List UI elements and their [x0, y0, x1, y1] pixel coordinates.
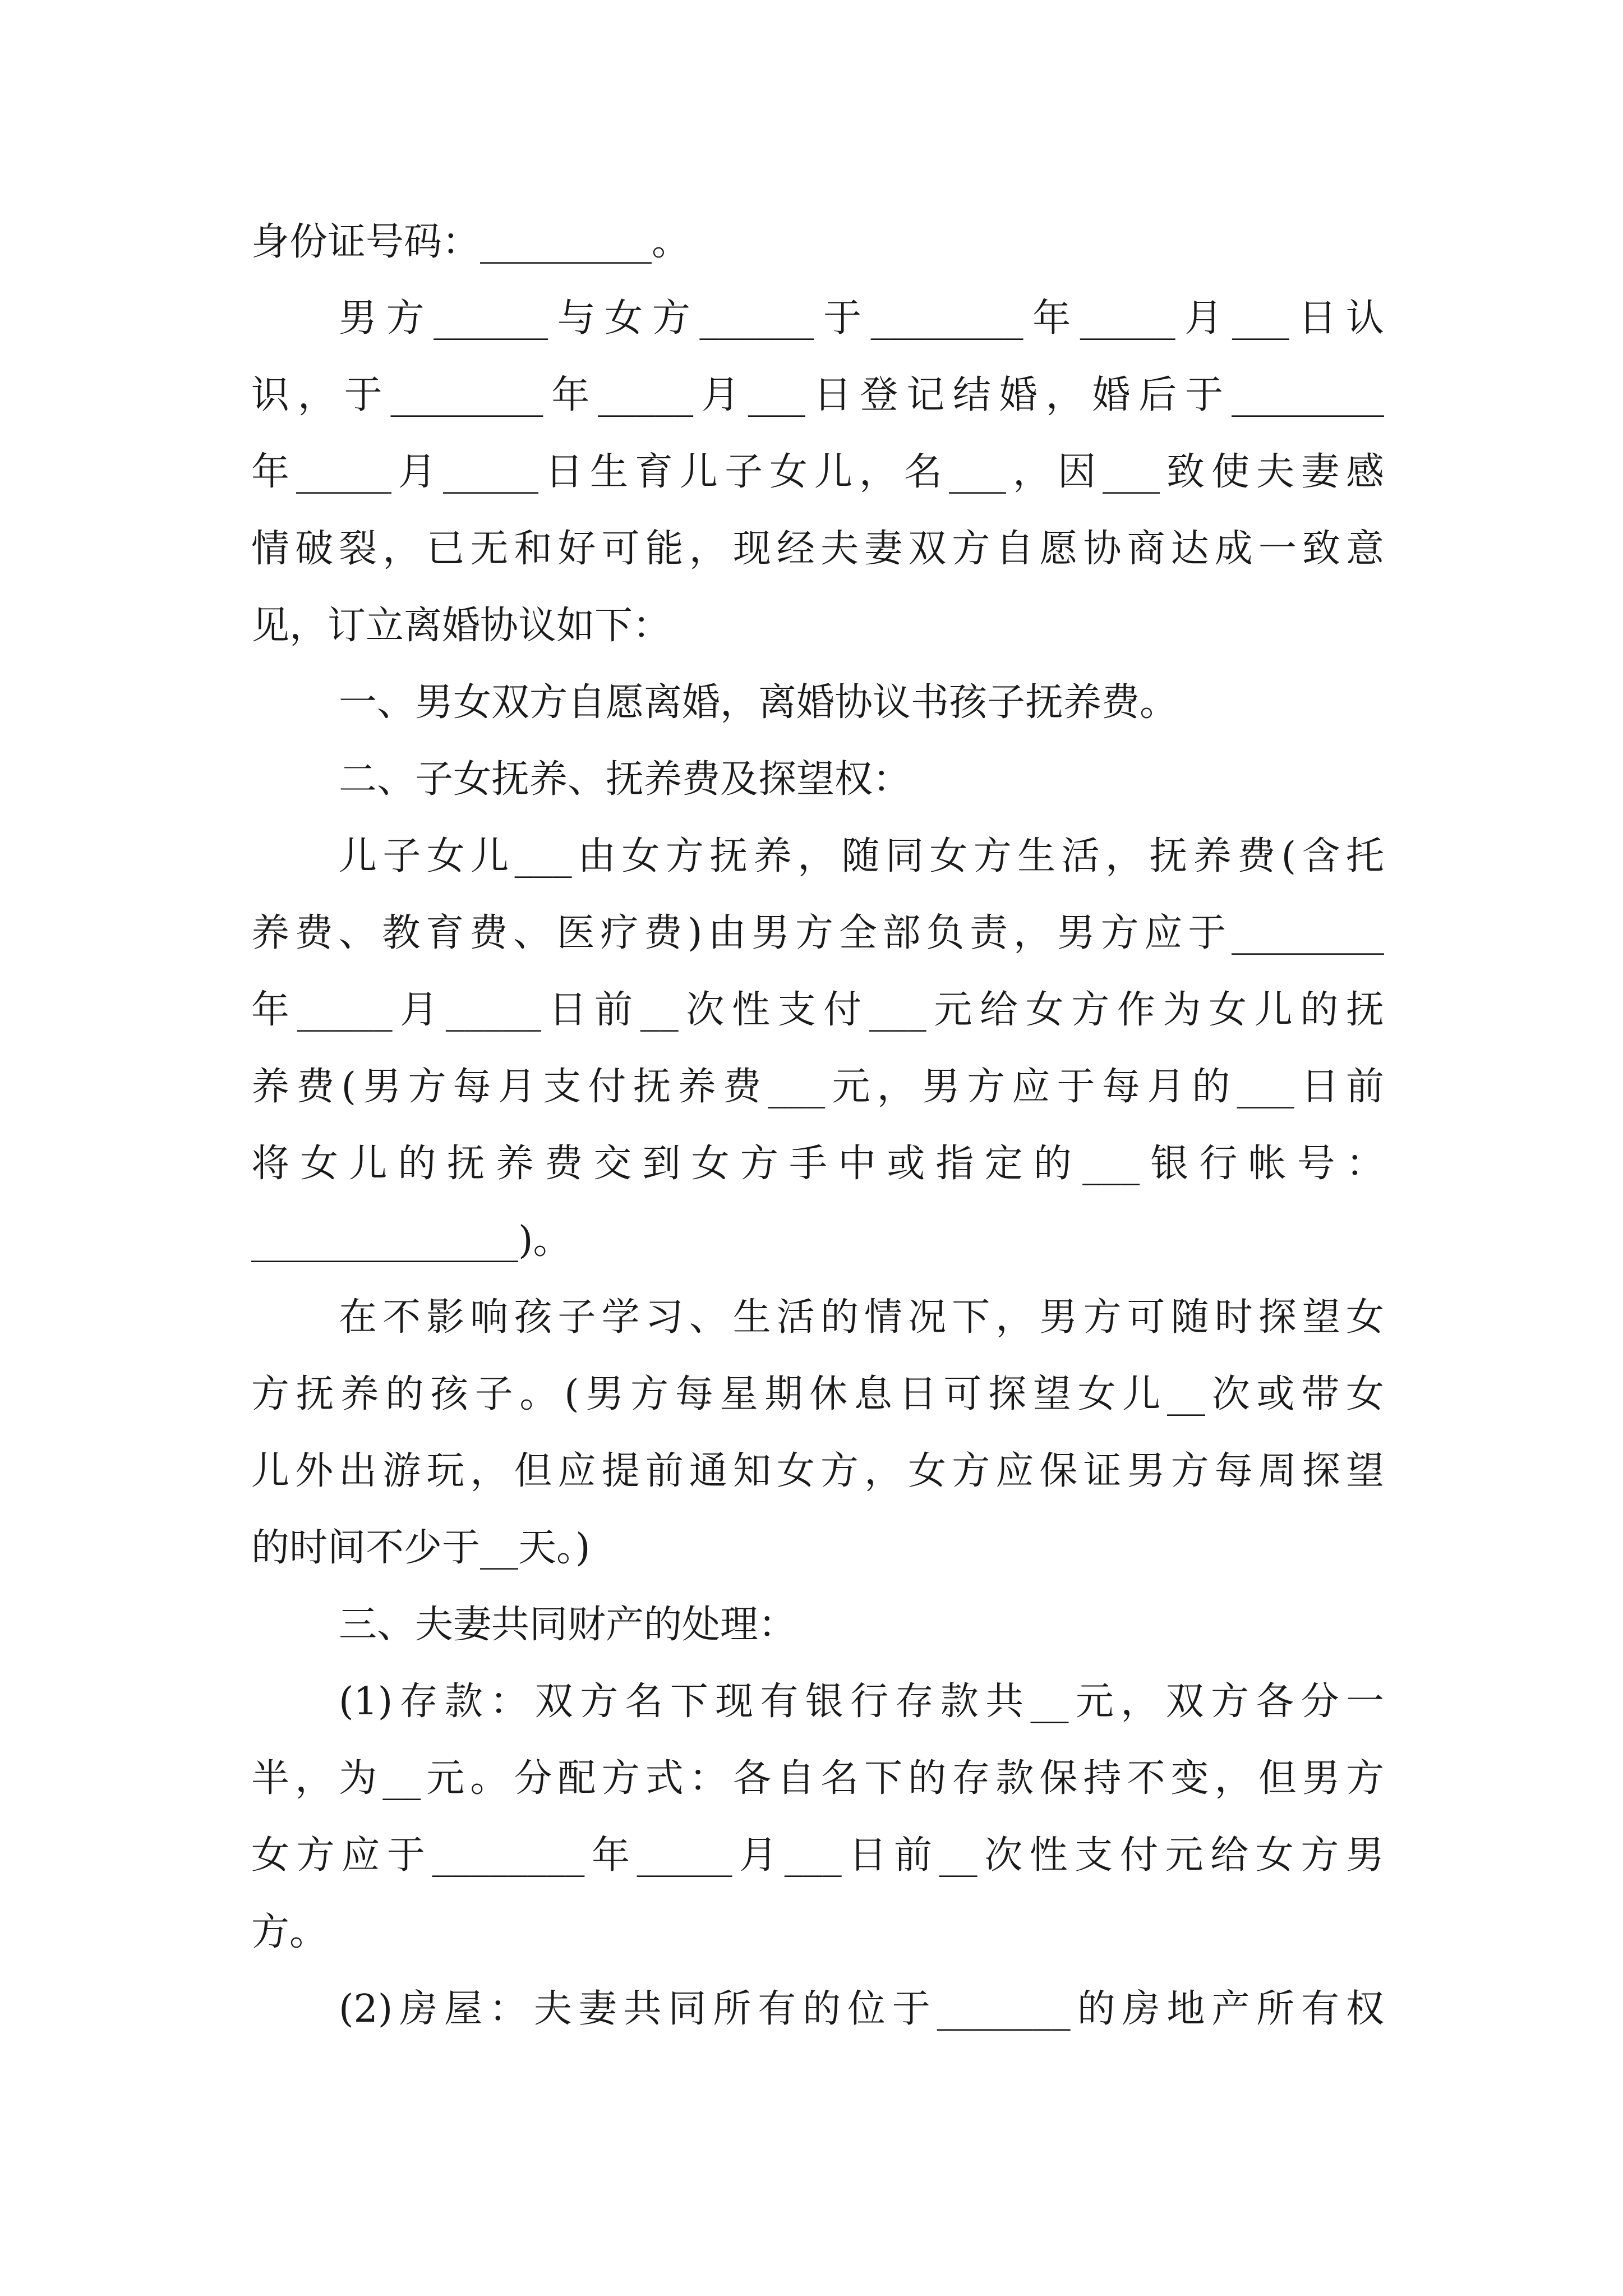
paragraph-line: 年_____月_____日前__次性支付___元给女方作为女儿的抚	[251, 988, 1384, 1032]
paragraph-line: 方抚养的孩子。(男方每星期休息日可探望女儿__次或带女	[251, 1372, 1384, 1416]
paragraph-line: 方。	[251, 1910, 328, 1954]
paragraph-line: 儿子女儿___由女方抚养，随同女方生活，抚养费(含托	[339, 834, 1384, 878]
paragraph-line: 女方应于________年_____月___日前__次性支付元给女方男	[251, 1833, 1384, 1878]
paragraph-line: 在不影响孩子学习、生活的情况下，男方可随时探望女	[339, 1295, 1384, 1340]
clause-one-heading: 一、男女双方自愿离婚，离婚协议书孩子抚养费。	[339, 680, 1178, 725]
id-number-line: 身份证号码：_________。	[251, 220, 690, 264]
clause-three-heading: 三、夫妻共同财产的处理：	[339, 1603, 797, 1647]
paragraph-line: (1)存款：双方名下现有银行存款共__元，双方各分一	[339, 1680, 1384, 1724]
paragraph-line: 年_____月_____日生育儿子女儿，名___，因___致使夫妻感	[251, 450, 1384, 494]
paragraph-line: ______________)。	[251, 1218, 571, 1263]
paragraph-line: 识，于________年_____月___日登记结婚，婚后于________	[251, 373, 1384, 417]
clause-two-heading: 二、子女抚养、抚养费及探望权：	[339, 757, 911, 802]
paragraph-line: 养费(男方每月支付抚养费___元，男方应于每月的___日前	[251, 1065, 1384, 1109]
paragraph-line: 养费、教育费、医疗费)由男方全部负责，男方应于________	[251, 911, 1384, 955]
paragraph-line: 情破裂，已无和好可能，现经夫妻双方自愿协商达成一致意	[251, 527, 1384, 571]
paragraph-line: (2)房屋：夫妻共同所有的位于_______的房地产所有权	[339, 1987, 1384, 2031]
paragraph-line: 见，订立离婚协议如下：	[251, 604, 671, 648]
paragraph-line: 的时间不少于__天。)	[251, 1526, 591, 1570]
paragraph-line: 男方______与女方______于________年_____月___日认	[339, 296, 1384, 341]
paragraph-line: 半，为__元。分配方式：各自名下的存款保持不变，但男方	[251, 1756, 1384, 1801]
paragraph-line: 将女儿的抚养费交到女方手中或指定的___银行帐号：	[251, 1142, 1384, 1186]
paragraph-line: 儿外出游玩，但应提前通知女方，女方应保证男方每周探望	[251, 1449, 1384, 1493]
